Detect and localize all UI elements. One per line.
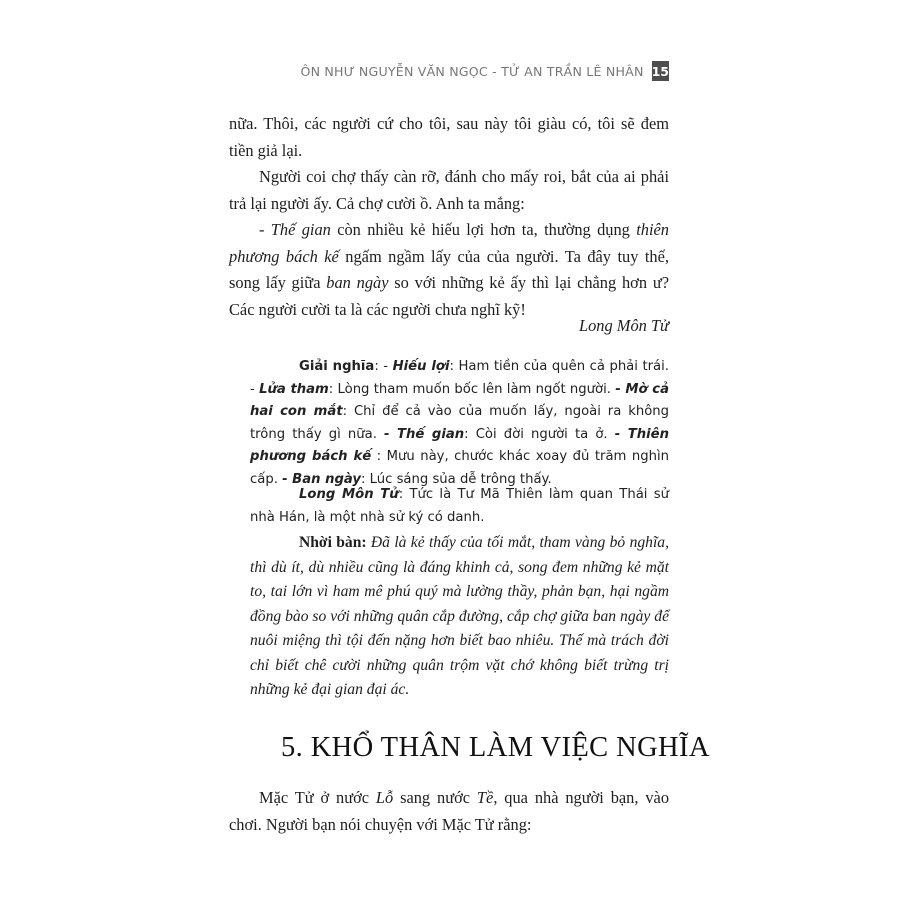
page-number: 15 bbox=[652, 61, 669, 81]
glossary-term: - Thiên phương bách kế bbox=[250, 426, 669, 464]
story-quote: - Thế gian còn nhiều kẻ hiếu lợi hơn ta, thường dụng thiên phương bách kế ngấm ngầm lấy của của người. Ta đây tuy thế, song lấy giữa ban ngày so với những kẻ ấy thì lại chẳng hơn ư? Các người cười ta là các người chưa nghĩ kỹ! bbox=[229, 220, 669, 319]
author-note: Long Môn Tử: Tức là Tư Mã Thiên làm quan Thái sử nhà Hán, là một nhà sử ký có danh. bbox=[250, 487, 669, 525]
glossary-term: - Mờ cả hai con mắt bbox=[250, 381, 669, 419]
place-te: Tề bbox=[476, 788, 494, 807]
glossary-term: Lửa tham bbox=[259, 381, 329, 397]
glossary-term: - Thế gian bbox=[384, 426, 465, 442]
place-lo: Lỗ bbox=[375, 788, 394, 807]
term-ban-ngay: ban ngày bbox=[326, 273, 389, 292]
glossary-term: Hiếu lợi bbox=[392, 359, 450, 374]
story-paragraph-2: Người coi chợ thấy càn rỡ, đánh cho mấy roi, bắt của ai phải trả lại người ấy. Cả chợ cười ồ. Anh ta mắng: bbox=[229, 167, 669, 213]
running-header bbox=[300, 61, 669, 81]
commentary: Nhời bàn: Đã là kẻ thấy của tối mắt, tham vàng bỏ nghĩa, thì dù ít, dù nhiều cũng là đáng khinh cả, song đem những kẻ mặt to, tai lớn vì ham mê phú quý mà lường thầy, phản bạn, hại ngầm đồng bào so với những quân cắp đường, cắp chợ giữa ban ngày để nuôi miệng thì tội đến nặng hơn biết bao nhiêu. Thế mà trách đời chỉ biết chê cười những quân trộm vặt chớ không biết trừng trị những kẻ đại gian đại ác. bbox=[250, 534, 669, 698]
term-thien-phuong: thiên phương bách kế bbox=[229, 220, 669, 266]
commentary-label: Nhời bàn: bbox=[299, 534, 367, 551]
glossary-term: - Ban ngày bbox=[282, 471, 362, 487]
term-the-gian: Thế gian bbox=[270, 220, 331, 239]
section-title: 5. KHỔ THÂN LÀM VIỆC NGHĨA bbox=[281, 732, 710, 763]
glossary: Giải nghĩa: - Hiếu lợi: Ham tiền của quên cả phải trái. - Lửa tham: Lòng tham muốn bốc lên làm ngốt người. - Mờ cả hai con mắt: Chỉ để cả vào của muốn lấy, ngoài ra không trông thấy gì nữa. - Thế gian: Còi đời người ta ở. - Thiên phương bách kế : Mưu này, chước khác xoay đủ trăm nghìn cấp. - Ban ngày: Lúc sáng sủa dễ trông thấy. bbox=[250, 359, 669, 487]
running-title: ÔN NHƯ NGUYỄN VĂN NGỌC - TỬ AN TRẦN LÊ NHÂN bbox=[300, 63, 644, 79]
author-note-label: Long Môn Tử bbox=[299, 487, 399, 502]
glossary-label: Giải nghĩa bbox=[299, 359, 375, 374]
next-story-paragraph: Mặc Tử ở nước Lỗ sang nước Tề, qua nhà người bạn, vào chơi. Người bạn nói chuyện với Mặc Tử rằng: bbox=[229, 788, 670, 834]
story-paragraph-1: nữa. Thôi, các người cứ cho tôi, sau này tôi giàu có, tôi sẽ đem tiền giả lại. bbox=[229, 114, 669, 160]
story-signature: Long Môn Tử bbox=[579, 316, 669, 335]
